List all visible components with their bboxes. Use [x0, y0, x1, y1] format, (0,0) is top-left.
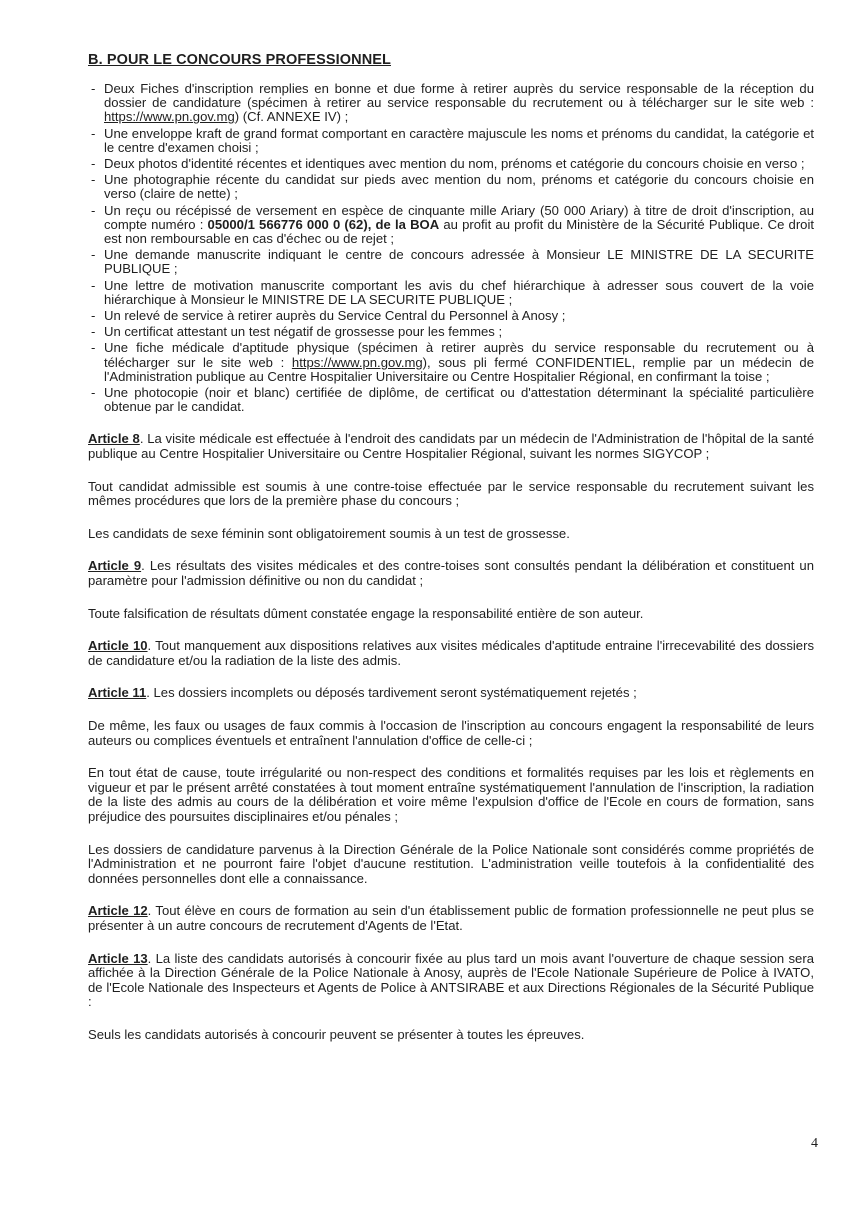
article-paragraph [88, 1028, 814, 1043]
website-link[interactable]: https://www.pn.gov.mg [104, 109, 235, 125]
article-label: Article 8 [88, 431, 140, 447]
article-paragraph [88, 719, 814, 748]
requirement-text: Une photocopie (noir et blanc) certifiée de diplôme, de certificat ou d'attestation déterminant la spécialité particulière obtenue par le candidat. [104, 385, 814, 415]
paragraph-text: . La visite médicale est effectuée à l'endroit des candidats par un médecin de l'Administration de l'hôpital de la santé publique au Centre Hospitalier Universitaire ou Centre Hospitalier Régional, suivant les normes SIGYCOP ; [88, 431, 815, 462]
paragraph-text: . La liste des candidats autorisés à concourir fixée au plus tard un mois avant l'ouverture de chaque session sera affichée à la Direction Générale de la Police Nationale à Anosy, auprès de l'Ecole Nationale Supérieure de Police à IVATO, de l'Ecole Nationale des Inspecteurs et Agents de Police à ANTSIRABE et aux Directions Régionales de la Sécurité Publique : [88, 950, 814, 1010]
article-paragraph [88, 639, 814, 668]
paragraph-text: . Tout manquement aux dispositions relatives aux visites médicales d'aptitude entraine l'irrecevabilité des dossiers de candidature et/ou la radiation de la liste des admis. [88, 638, 814, 668]
paragraph-text: . Les résultats des visites médicales et des contre-toises sont consultés pendant la délibération et constituent un paramètre pour l'admission définitive ou non du candidat ; [88, 558, 814, 589]
article-paragraph [88, 607, 814, 622]
paragraph-text: Tout candidat admissible est soumis à une contre-toise effectuée par le service responsable du recrutement suivant les mêmes procédures que lors de la première phase du concours ; [88, 478, 814, 509]
paragraph-text: En tout état de cause, toute irrégularité ou non-respect des conditions et formalités requises par les lois et règlements en vigueur et par le présent arrêté constatées à tout moment entraîne systématiquement l'annulation de l'inscription, la radiation de la liste des admis au cours de la délibération et voire même l'expulsion d'office de l'Ecole en cours de formation, sans préjudice des poursuites disciplinaires et/ou pénales ; [88, 765, 814, 824]
requirement-text: Deux photos d'identité récentes et identiques avec mention du nom, prénoms et catégorie du concours choisie en verso ; [104, 156, 805, 172]
requirement-item [104, 173, 814, 201]
requirement-text: Deux Fiches d'inscription remplies en bonne et due forme à retirer auprès du service responsable de la réception du dossier de candidature (spécimen à retirer au service responsable du recrutement ou à télécharger sur le site web : [104, 81, 814, 111]
paragraph-text: Les candidats de sexe féminin sont obligatoirement soumis à un test de grossesse. [88, 525, 570, 541]
requirement-text: Un reçu ou récépissé de versement en espèce de cinquante mille Ariary (50 000 Ariary) à titre de droit d'inscription, au compte numéro : [104, 202, 814, 232]
article-label: Article 12 [88, 903, 148, 919]
article-paragraph [88, 952, 814, 1010]
article-label: Article 11 [88, 685, 147, 701]
account-number: 05000/1 566776 000 0 (62), de la BOA [207, 216, 440, 232]
paragraph-text: Les dossiers de candidature parvenus à la Direction Générale de la Police Nationale sont considérés comme propriétés de l'Administration et ne pourront faire l'objet d'aucune restitution. L'administration veille toutefois à la confidentialité des données personnelles dont elle a connaissance. [88, 841, 814, 886]
requirement-item [104, 248, 814, 276]
paragraph-text: . Les dossiers incomplets ou déposés tardivement seront systématiquement rejetés ; [146, 685, 637, 701]
paragraph-text: Toute falsification de résultats dûment constatée engage la responsabilité entière de son auteur. [88, 605, 644, 621]
requirement-text: Un certificat attestant un test négatif de grossesse pour les femmes ; [104, 324, 503, 340]
requirement-item [104, 309, 814, 323]
requirement-text: Une demande manuscrite indiquant le centre de concours adressée à Monsieur LE MINISTRE DE LA SECURITE PUBLIQUE ; [104, 247, 814, 277]
requirement-item [104, 82, 814, 125]
article-label: Article 10 [88, 638, 148, 654]
requirement-text: Une fiche médicale d'aptitude physique (spécimen à retirer auprès du service responsable du recrutement ou à télécharger sur le site web : [104, 340, 814, 370]
article-paragraph [88, 904, 814, 933]
article-paragraph [88, 686, 814, 701]
requirement-item [104, 341, 814, 384]
requirement-text: Une lettre de motivation manuscrite comportant les avis du chef hiérarchique à adresser sous couvert de la voie hiérarchique à Monsieur le MINISTRE DE LA SECURITE PUBLIQUE ; [104, 277, 814, 307]
requirement-item [104, 279, 814, 307]
requirements-list [88, 82, 814, 414]
requirement-item [104, 204, 814, 247]
requirement-text: Une enveloppe kraft de grand format comportant en caractère majuscule les noms et prénoms du candidat, la catégorie et le centre d'examen choisi ; [104, 125, 814, 155]
section-heading: B. POUR LE CONCOURS PROFESSIONNEL [88, 52, 391, 68]
requirement-item [104, 127, 814, 155]
article-paragraph [88, 527, 814, 542]
article-label: Article 13 [88, 950, 148, 966]
articles-body [88, 432, 814, 1042]
requirement-text-end: au profit au profit du Ministère de la Sécurité Publique. Ce droit est non remboursable en cas d'échec ou de rejet ; [104, 216, 815, 247]
requirement-text: Un relevé de service à retirer auprès du Service Central du Personnel à Anosy ; [104, 308, 566, 324]
requirement-text: Une photographie récente du candidat sur pieds avec mention du nom, prénoms et catégorie du concours choisie en verso (claire de nette) ; [104, 172, 814, 202]
article-paragraph [88, 432, 814, 461]
paragraph-text: . Tout élève en cours de formation au sein d'un établissement public de formation professionnelle ne peut plus se présenter à un autre concours de recrutement d'Agents de l'Etat. [88, 903, 814, 933]
article-paragraph [88, 843, 814, 887]
paragraph-text: Seuls les candidats autorisés à concourir peuvent se présenter à toutes les épreuves. [88, 1026, 585, 1042]
page-number: 4 [811, 1136, 818, 1151]
website-link[interactable]: https://www.pn.gov.mg [291, 354, 423, 370]
requirement-item [104, 157, 814, 171]
article-paragraph [88, 559, 814, 588]
paragraph-text: De même, les faux ou usages de faux commis à l'occasion de l'inscription au concours engagent la responsabilité de leurs auteurs ou complices éventuels et entraînent l'annulation d'office de celle-ci ; [88, 718, 814, 748]
article-paragraph [88, 766, 814, 824]
requirement-text-end: ) (Cf. ANNEXE IV) ; [234, 109, 349, 125]
requirement-item [104, 386, 814, 414]
article-paragraph [88, 480, 814, 509]
article-label: Article 9 [88, 558, 142, 574]
requirement-text-end: ), sous pli fermé CONFIDENTIEL, remplie par un médecin de l'Administration publique au Centre Hospitalier Universitaire ou Centre Hospitalier Régional, en confirmant la toise ; [104, 354, 814, 384]
requirement-item [104, 325, 814, 339]
